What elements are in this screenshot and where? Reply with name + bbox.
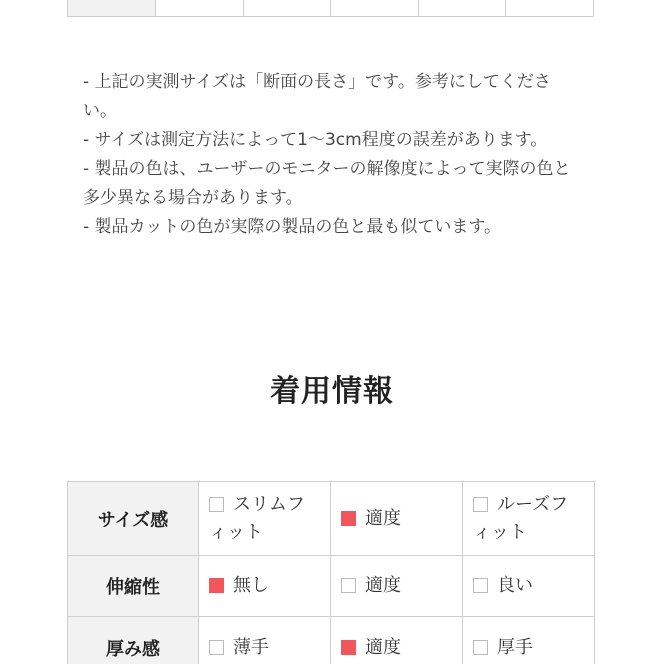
checkbox-icon bbox=[473, 578, 488, 593]
table-row bbox=[68, 617, 595, 664]
option-label: 適度 bbox=[365, 637, 401, 658]
table-cell bbox=[418, 0, 506, 17]
size-notes bbox=[83, 68, 583, 242]
table-cell bbox=[156, 0, 244, 17]
option-label: ルーズフィット bbox=[473, 493, 569, 543]
option-label: 薄手 bbox=[233, 637, 269, 658]
size-table-partial bbox=[67, 0, 594, 17]
table-cell bbox=[68, 0, 156, 17]
option-moderate bbox=[331, 617, 463, 664]
table-row bbox=[68, 556, 595, 617]
note-line: - サイズは測定方法によって1〜3cm程度の誤差があります。 bbox=[83, 130, 548, 150]
note-line: - 製品の色は、ユーザーのモニターの解像度によって実際の色と多少異なる場合があります。 bbox=[83, 159, 571, 208]
option-label: 厚手 bbox=[497, 637, 533, 658]
row-label-thickness: 厚み感 bbox=[68, 617, 199, 664]
checkbox-icon bbox=[209, 640, 224, 655]
option-thick bbox=[463, 617, 595, 664]
option-label: スリムフィット bbox=[209, 493, 305, 543]
option-loose-fit bbox=[463, 482, 595, 556]
table-row bbox=[68, 482, 595, 556]
option-good bbox=[463, 556, 595, 617]
checkbox-icon bbox=[473, 640, 488, 655]
option-label: 良い bbox=[497, 575, 533, 596]
checkbox-icon bbox=[341, 578, 356, 593]
row-label-size-feel: サイズ感 bbox=[68, 482, 199, 556]
note-line: - 製品カットの色が実際の製品の色と最も似ています。 bbox=[83, 217, 502, 237]
option-label: 適度 bbox=[365, 575, 401, 596]
option-label: 適度 bbox=[365, 507, 401, 529]
checked-box-icon bbox=[341, 511, 356, 526]
option-label: 無し bbox=[233, 575, 269, 596]
section-title: 着用情報 bbox=[270, 374, 394, 409]
checked-box-icon bbox=[341, 640, 356, 655]
table-cell bbox=[506, 0, 594, 17]
checkbox-icon bbox=[209, 497, 224, 512]
table-row bbox=[68, 0, 594, 17]
option-slim-fit bbox=[199, 482, 331, 556]
note-line: - 上記の実測サイズは「断面の長さ」です。参考にしてください。 bbox=[83, 72, 551, 121]
row-label-stretch: 伸縮性 bbox=[68, 556, 199, 617]
option-none bbox=[199, 556, 331, 617]
table-cell bbox=[243, 0, 331, 17]
checkbox-icon bbox=[473, 497, 488, 512]
option-moderate bbox=[331, 482, 463, 556]
wear-info-table bbox=[67, 481, 595, 664]
checked-box-icon bbox=[209, 578, 224, 593]
option-moderate bbox=[331, 556, 463, 617]
table-cell bbox=[331, 0, 419, 17]
option-thin bbox=[199, 617, 331, 664]
